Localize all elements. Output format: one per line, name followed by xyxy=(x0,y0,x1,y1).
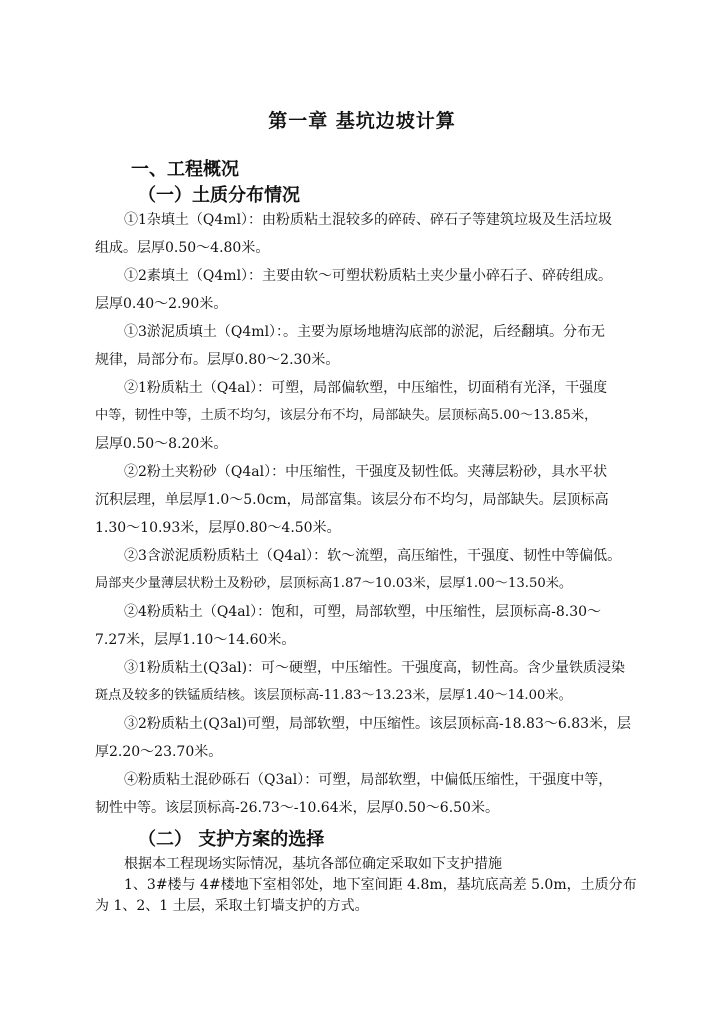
paragraph-line: 层厚0.40～2.90米。 xyxy=(95,296,228,312)
subsection-heading-soil-distribution: （一）土质分布情况 xyxy=(138,185,300,206)
paragraph-line: 规律，局部分布。层厚0.80～2.30米。 xyxy=(95,352,340,368)
paragraph-line: 根据本工程现场实际情况，基坑各部位确定采取如下支护措施 xyxy=(124,856,502,872)
paragraph-line: 1、3#楼与 4#楼地下室相邻处，地下室间距 4.8m，基坑底高差 5.0m，土质分布 xyxy=(124,877,637,893)
paragraph-line: 7.27米，层厚1.10～14.60米。 xyxy=(95,632,296,648)
paragraph-line: ④粉质粘土混砂砾石（Q3al）：可塑，局部软塑，中偏低压缩性，干强度中等， xyxy=(124,772,613,788)
paragraph-line: ①2素填土（Q4ml）：主要由软～可塑状粉质粘土夹少量小碎石子、碎砖组成。 xyxy=(124,268,613,284)
paragraph-line: ①1杂填土（Q4ml）：由粉质粘土混较多的碎砖、碎石子等建筑垃圾及生活垃圾 xyxy=(124,212,613,228)
section-heading-project-overview: 一、工程概况 xyxy=(131,159,239,180)
paragraph-line: ③1粉质粘土(Q3al)：可～硬塑，中压缩性。干强度高，韧性高。含少量铁质浸染 xyxy=(124,660,626,676)
paragraph-line: ②2粉土夹粉砂（Q4al）：中压缩性，干强度及韧性低。夹薄层粉砂，具水平状 xyxy=(124,464,608,480)
paragraph-line: 斑点及较多的铁锰质结核。该层顶标高-11.83～13.23米，层厚1.40～14.00米。 xyxy=(95,688,572,703)
paragraph-line: 韧性中等。该层顶标高-26.73～-10.64米，层厚0.50～6.50米。 xyxy=(95,800,499,816)
paragraph-line: 组成。层厚0.50～4.80米。 xyxy=(95,240,270,256)
paragraph-line: ①3淤泥质填土（Q4ml）：。主要为原场地塘沟底部的淤泥，后经翻填。分布无 xyxy=(124,324,606,340)
paragraph-line: ②4粉质粘土（Q4al）：饱和，可塑，局部软塑，中压缩性，层顶标高-8.30～ xyxy=(124,604,602,620)
paragraph-line: 中等，韧性中等，土质不均匀，该层分布不均，局部缺失。层顶标高5.00～13.85米， xyxy=(95,408,598,423)
chapter-title: 第一章 基坑边坡计算 xyxy=(268,110,456,132)
paragraph-line: ③2粉质粘土(Q3al)可塑，局部软塑，中压缩性。该层顶标高-18.83～6.83米，层 xyxy=(124,716,632,732)
paragraph-line: 厚2.20～23.70米。 xyxy=(95,744,223,760)
paragraph-line: ②1粉质粘土（Q4al）：可塑，局部偏软塑，中压缩性，切面稍有光泽，干强度 xyxy=(124,380,608,396)
paragraph-line: 层厚0.50～8.20米。 xyxy=(95,436,228,452)
paragraph-line: 为 1、2、1 土层，采取土钉墙支护的方式。 xyxy=(95,898,369,914)
paragraph-line: 局部夹少量薄层状粉土及粉砂，层顶标高1.87～10.03米，层厚1.00～13.50米。 xyxy=(95,576,573,591)
subsection-heading-support-scheme: （二） 支护方案的选择 xyxy=(138,829,325,850)
paragraph-line: ②3含淤泥质粉质粘土（Q4al）：软～流塑，高压缩性，干强度、韧性中等偏低。 xyxy=(124,548,622,564)
paragraph-line: 1.30～10.93米，层厚0.80～4.50米。 xyxy=(95,520,341,536)
paragraph-line: 沉积层理，单层厚1.0～5.0cm，局部富集。该层分布不均匀，局部缺失。层顶标高 xyxy=(95,492,609,508)
